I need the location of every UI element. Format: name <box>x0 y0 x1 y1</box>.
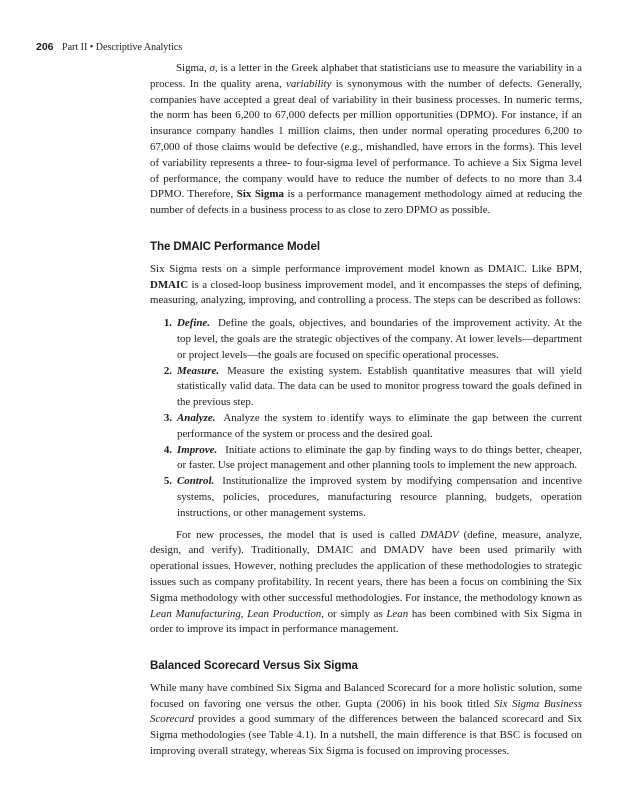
text-run: has been combined with Six Sigma in order to improve its impact in performance management. <box>150 607 582 636</box>
body-text <box>150 61 582 760</box>
list-item <box>150 411 582 443</box>
paragraph-dmadv <box>150 528 582 639</box>
term-lean-manufacturing: Lean Manufacturing <box>150 607 241 620</box>
paragraph-bsc <box>150 681 582 760</box>
text-run: While many have combined Six Sigma and Balanced Scorecard for a more holistic solution, some focused on favoring one versus the other. Gupta (2006) in his book titled <box>150 681 582 710</box>
term-dmadv: DMADV <box>420 528 459 541</box>
list-number: 3. <box>163 411 172 424</box>
book-title: Six Sigma Business Scorecard <box>150 697 582 726</box>
term-lean: Lean <box>386 607 409 620</box>
text-run: is a performance management methodology aimed at reducing the number of defects in a business process to as close to zero DPMO as possible. <box>150 188 583 217</box>
step-term: Measure. <box>177 364 220 377</box>
list-number: 4. <box>163 443 172 456</box>
term-dmaic: DMAIC <box>150 278 189 291</box>
sigma-symbol: σ <box>209 62 215 74</box>
term-variability: variability <box>286 77 332 90</box>
text-run: Sigma, <box>176 62 210 74</box>
term-six-sigma: Six Sigma <box>236 188 284 201</box>
text-run: is a closed-loop business improvement model, and it encompasses the steps of defining, measuring, analyzing, improving, and controlling a process. The steps can be described as follows: <box>150 278 582 307</box>
section-title: Part II • Descriptive Analytics <box>62 42 183 53</box>
step-text: Define the goals, objectives, and boundaries of the improvement activity. At the top level, the goals are the strategic objectives of the company. At lower levels—department or project levels—the goals are focused on specific operational processes. <box>177 317 582 361</box>
text-run: is synonymous with the number of defects. Generally, companies have accepted a great deal of variability in their business processes. In numeric terms, the norm has been 6,200 to 67,000 defects per million opportunities (DPMO). For instance, if an insurance company handles 1 million claims, then under normal operating procedures 6,200 to 67,000 of those claims would be defective (e.g., mishandled, have errors in the forms). This level of variability represents a three- to four-sigma level of performance. To achieve a Six Sigma level of performance, the company would have to reduce the number of defects to no more than 3.4 DPMO. Therefore, <box>150 77 582 201</box>
step-text: Initiate actions to eliminate the gap by finding ways to do things better, cheaper, or faster. Use project management and other planning tools to implement the new approach. <box>177 443 582 472</box>
text-run: , or simply as <box>321 607 387 620</box>
page-number: 206 <box>36 41 54 53</box>
list-item <box>150 364 582 411</box>
text-run: , is a letter in the Greek alphabet that statisticians use to measure the variability in a process. In the quality arena, <box>150 62 583 90</box>
step-text: Institutionalize the improved system by modifying compensation and incentive systems, policies, procedures, manufacturing resource planning, budgets, operation instructions, or other management systems. <box>177 475 582 519</box>
step-term: Control. <box>177 475 215 488</box>
running-header <box>36 41 182 53</box>
section-heading-bsc: Balanced Scorecard Versus Six Sigma <box>150 659 358 673</box>
step-text: Analyze the system to identify ways to eliminate the gap between the current performance of the system or process and the desired goal. <box>177 411 582 440</box>
text-run: For new processes, the model that is used is called <box>176 528 421 541</box>
text-run: , <box>240 607 248 620</box>
step-term: Analyze. <box>177 411 216 424</box>
term-lean-production: Lean Production <box>247 607 322 620</box>
list-number: 5. <box>163 475 172 488</box>
list-item <box>150 474 582 521</box>
paragraph-sigma <box>150 61 582 219</box>
text-run: Six Sigma rests on a simple performance improvement model known as DMAIC. Like BPM, <box>150 262 582 275</box>
step-term: Define. <box>177 317 210 330</box>
step-text: Measure the existing system. Establish quantitative measures that will yield statistically valid data. The data can be used to monitor progress toward the goals defined in the previous step. <box>177 364 582 409</box>
text-run: (define, measure, analyze, design, and verify). Traditionally, DMAIC and DMADV have been used primarily with operational issues. However, nothing precludes the application of these methodologies to strategic issues such as company profitability. In recent years, there has been a focus on combining the Six Sigma methodology with other successful methodologies. For instance, the methodology known as <box>150 528 582 604</box>
dmaic-steps-list <box>150 316 582 521</box>
text-run: provides a good summary of the differences between the balanced scorecard and Six Sigma methodologies (see Table 4.1). In a nutshell, the main difference is that BSC is focused on improving overall strategy, whereas Six Sigma is focused on improving processes. <box>150 713 582 758</box>
paragraph-dmaic-intro <box>150 262 582 309</box>
list-item <box>150 316 582 363</box>
list-number: 2. <box>163 364 172 377</box>
section-heading-dmaic: The DMAIC Performance Model <box>150 239 320 253</box>
list-item <box>150 443 582 475</box>
list-number: 1. <box>163 317 172 330</box>
step-term: Improve. <box>177 443 218 456</box>
